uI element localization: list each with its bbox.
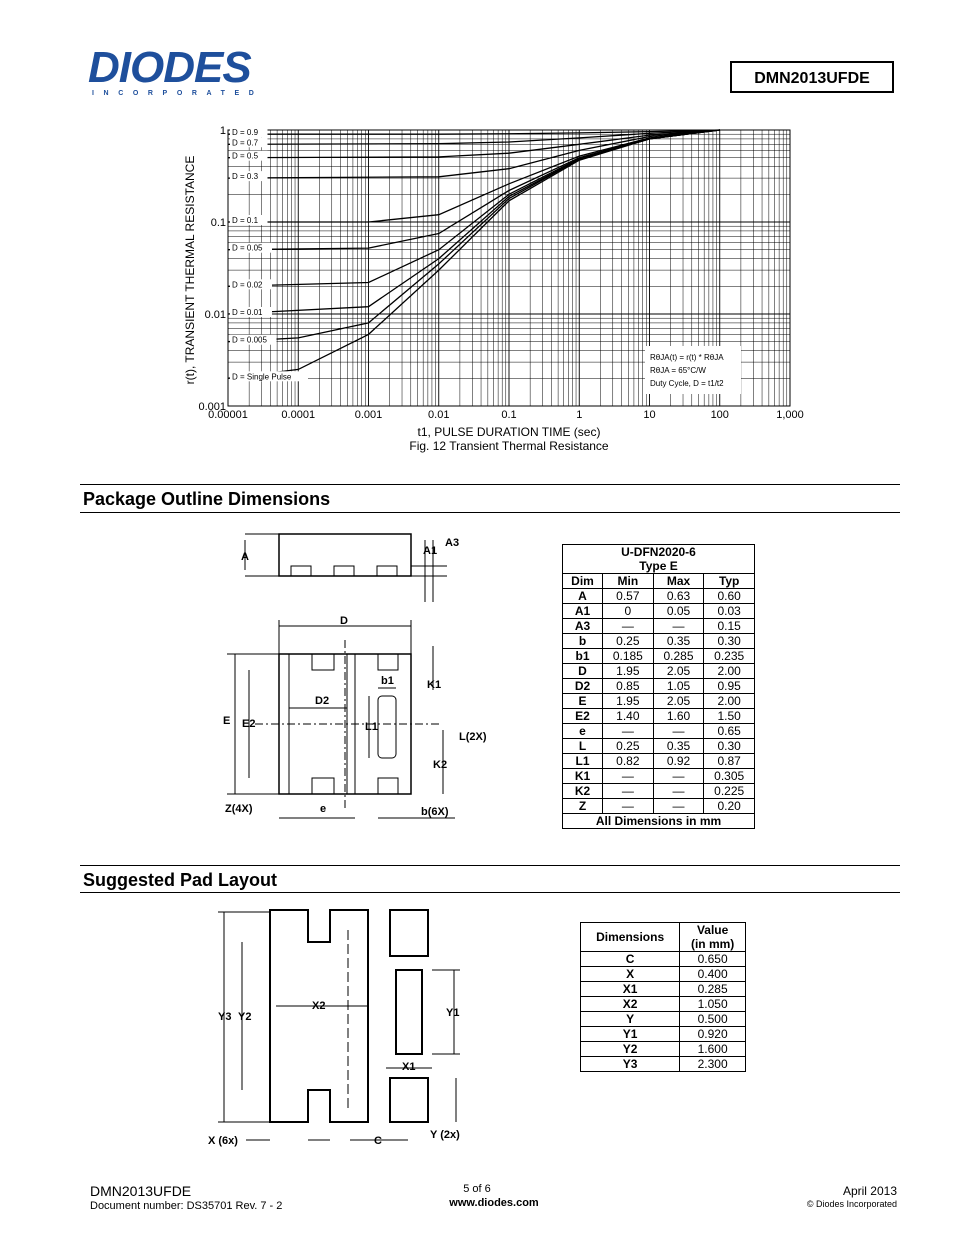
- chart-series-line: [228, 130, 720, 378]
- table-cell: —: [653, 799, 704, 814]
- table-cell: —: [653, 619, 704, 634]
- table-cell: 0: [603, 604, 654, 619]
- chart-annotation: RθJA(t) = r(t) * RθJA: [650, 353, 724, 362]
- table-cell: 1.95: [603, 664, 654, 679]
- table-cell: Y: [581, 1012, 680, 1027]
- chart-x-tick: 1: [576, 409, 583, 421]
- chart-x-tick: 0.00001: [208, 409, 248, 421]
- table-cell: 0.185: [603, 649, 654, 664]
- footer-copyright: © Diodes Incorporated: [806, 1199, 897, 1209]
- table-cell: 0.05: [653, 604, 704, 619]
- table-row: [563, 634, 755, 649]
- chart-x-tick: 0.1: [501, 409, 517, 421]
- table-cell: 1.050: [680, 997, 746, 1012]
- table-cell: 0.500: [680, 1012, 746, 1027]
- table-row: [581, 1027, 746, 1042]
- chart-caption: Fig. 12 Transient Thermal Resistance: [409, 439, 609, 453]
- side-view-lead: [291, 566, 311, 576]
- table-cell: 0.85: [603, 679, 654, 694]
- table-row: [563, 694, 755, 709]
- table-cell: —: [603, 799, 654, 814]
- table-cell: E2: [563, 709, 603, 724]
- table-cell: Y2: [581, 1042, 680, 1057]
- dim-label-A3: A3: [445, 537, 460, 549]
- table-cell: 0.15: [704, 619, 755, 634]
- table-cell: 0.25: [603, 739, 654, 754]
- pad-label-Y2: Y2: [238, 1011, 252, 1023]
- table-cell: 0.30: [704, 634, 755, 649]
- chart-annotation: RθJA = 65°C/W: [650, 366, 706, 375]
- table-row: [563, 709, 755, 724]
- dim-label-A: A: [241, 551, 249, 563]
- chart-y-tick: 0.1: [210, 217, 226, 229]
- table-cell: 1.95: [603, 694, 654, 709]
- dim-label-L1: L1: [365, 721, 378, 733]
- side-view-lead: [334, 566, 354, 576]
- table-cell: 0.63: [653, 589, 704, 604]
- chart-series-label: D = 0.01: [232, 308, 263, 317]
- table-cell: 0.60: [704, 589, 755, 604]
- table-cell: 2.300: [680, 1057, 746, 1072]
- table-cell: 2.00: [704, 694, 755, 709]
- table-cell: 0.650: [680, 952, 746, 967]
- table-cell: —: [653, 769, 704, 784]
- dim-label-Z4X: Z(4X): [225, 803, 253, 815]
- chart-series-label: D = Single Pulse: [232, 372, 292, 382]
- table-cell: —: [603, 784, 654, 799]
- table-header: Typ: [704, 574, 755, 589]
- table-cell: b1: [563, 649, 603, 664]
- package-dimension-table: [562, 544, 755, 829]
- table-row: [581, 997, 746, 1012]
- table-row: [581, 967, 746, 982]
- table-cell: 0.57: [603, 589, 654, 604]
- table-cell: Z: [563, 799, 603, 814]
- dim-label-L2X: L(2X): [459, 731, 487, 743]
- table-cell: 1.600: [680, 1042, 746, 1057]
- pad-label-Y3: Y3: [218, 1011, 232, 1023]
- table-cell: C: [581, 952, 680, 967]
- table-row: [563, 664, 755, 679]
- table-cell: 0.20: [704, 799, 755, 814]
- footer-docnum: Document number: DS35701 Rev. 7 - 2: [90, 1200, 283, 1212]
- table-cell: A1: [563, 604, 603, 619]
- pad-layout-drawing: [200, 900, 480, 1150]
- table-cell: 0.400: [680, 967, 746, 982]
- table-row: [563, 739, 755, 754]
- table-cell: 2.05: [653, 664, 704, 679]
- table-cell: 2.00: [704, 664, 755, 679]
- table-row: [563, 589, 755, 604]
- table-cell: 0.92: [653, 754, 704, 769]
- table-row: [581, 952, 746, 967]
- table-cell: 0.30: [704, 739, 755, 754]
- dim-label-b1: b1: [381, 675, 394, 687]
- pad-center: [396, 970, 422, 1054]
- chart-series-label: D = 0.3: [232, 172, 259, 182]
- table-row: [581, 982, 746, 997]
- table-row: [563, 724, 755, 739]
- chart-y-tick: 0.01: [204, 309, 226, 321]
- table-cell: 1.40: [603, 709, 654, 724]
- chart-y-tick: 1: [219, 125, 226, 137]
- pad-section-title: Suggested Pad Layout: [83, 870, 278, 890]
- table-cell: K1: [563, 769, 603, 784]
- pad-dimension-table: [580, 922, 746, 1072]
- chart-series-label: D = 0.5: [232, 151, 259, 161]
- chart-series-label: D = 0.1: [232, 216, 259, 225]
- table-row: [563, 679, 755, 694]
- chart-series-label: D = 0.05: [232, 243, 263, 253]
- table-cell: 0.225: [704, 784, 755, 799]
- pad-table-header: Value (in mm): [680, 923, 746, 952]
- chart-x-tick: 1,000: [776, 409, 804, 421]
- thermal-chart: [180, 120, 820, 460]
- chart-x-tick: 0.001: [354, 409, 383, 421]
- table-cell: —: [603, 619, 654, 634]
- package-outline-drawing: [215, 530, 495, 830]
- table-cell: 0.305: [704, 769, 755, 784]
- package-section-title: Package Outline Dimensions: [83, 489, 331, 509]
- table-row: [581, 1042, 746, 1057]
- table-cell: 0.35: [653, 634, 704, 649]
- dim-label-e: e: [320, 803, 327, 815]
- table-cell: 1.05: [653, 679, 704, 694]
- pad-label-C: C: [374, 1135, 382, 1147]
- chart-series-label: D = 0.7: [232, 138, 259, 148]
- table-cell: 2.05: [653, 694, 704, 709]
- dim-label-D: D: [340, 615, 348, 627]
- company-logo-subtitle: INCORPORATED: [92, 90, 264, 97]
- table-row: [581, 1057, 746, 1072]
- table-row: [581, 1012, 746, 1027]
- table-cell: 1.60: [653, 709, 704, 724]
- chart-xlabel: t1, PULSE DURATION TIME (sec): [417, 425, 601, 439]
- table-header: Max: [653, 574, 704, 589]
- table-row: [563, 784, 755, 799]
- chart-series-label: D = 0.02: [232, 280, 263, 290]
- section-rule: [80, 484, 900, 485]
- table-row: [563, 604, 755, 619]
- table-cell: —: [653, 784, 704, 799]
- pad-label-X6x: X (6x): [208, 1135, 238, 1147]
- chart-series-labels: [230, 127, 308, 381]
- table-cell: 0.285: [653, 649, 704, 664]
- chart-series-label: D = 0.9: [232, 128, 259, 138]
- section-rule: [80, 892, 900, 893]
- dim-label-K2: K2: [433, 759, 448, 771]
- table-cell: K2: [563, 784, 603, 799]
- chart-x-tick: 0.01: [428, 409, 450, 421]
- table-cell: 0.65: [704, 724, 755, 739]
- footer-url[interactable]: www.diodes.com: [449, 1197, 539, 1209]
- chart-series: [228, 130, 720, 378]
- table-header: Min: [603, 574, 654, 589]
- chart-annotation: Duty Cycle, D = t1/t2: [650, 379, 724, 388]
- footer-part: DMN2013UFDE: [90, 1183, 192, 1199]
- dim-label-K1: K1: [427, 679, 442, 691]
- company-logo: DIODES: [88, 43, 251, 92]
- table-header: Dim: [563, 574, 603, 589]
- table-cell: X: [581, 967, 680, 982]
- table-cell: A: [563, 589, 603, 604]
- pad-label-Y2x: Y (2x): [430, 1129, 460, 1141]
- pad-top: [390, 910, 428, 956]
- pad-bottom: [390, 1078, 428, 1122]
- side-view-body: [279, 534, 411, 576]
- table-cell: Y1: [581, 1027, 680, 1042]
- table-cell: —: [603, 769, 654, 784]
- chart-x-tick: 10: [643, 409, 656, 421]
- chart-x-tick: 100: [710, 409, 729, 421]
- part-number-box: DMN2013UFDE: [730, 61, 894, 93]
- pad-label-Y1: Y1: [446, 1007, 460, 1019]
- footer-page: 5 of 6: [463, 1183, 491, 1195]
- table-cell: —: [603, 724, 654, 739]
- table-cell: 0.25: [603, 634, 654, 649]
- table-cell: D: [563, 664, 603, 679]
- center-lead: [378, 696, 396, 758]
- table-cell: 0.03: [704, 604, 755, 619]
- footer-date: April 2013: [842, 1184, 897, 1198]
- table-cell: e: [563, 724, 603, 739]
- side-view-lead: [377, 566, 397, 576]
- pad-table-header: Dimensions: [581, 923, 680, 952]
- table-cell: 0.35: [653, 739, 704, 754]
- table-row: [563, 619, 755, 634]
- table-cell: —: [653, 724, 704, 739]
- table-cell: X1: [581, 982, 680, 997]
- table-row: [563, 769, 755, 784]
- table-footer: All Dimensions in mm: [563, 814, 755, 829]
- table-row: [563, 754, 755, 769]
- table-title: U-DFN2020-6 Type E: [563, 545, 755, 574]
- pad-label-X2: X2: [312, 1000, 326, 1012]
- table-cell: 0.285: [680, 982, 746, 997]
- table-cell: D2: [563, 679, 603, 694]
- table-cell: 0.235: [704, 649, 755, 664]
- dim-label-E: E: [223, 715, 231, 727]
- dim-label-D2: D2: [315, 695, 330, 707]
- table-cell: L1: [563, 754, 603, 769]
- table-cell: 0.87: [704, 754, 755, 769]
- table-cell: b: [563, 634, 603, 649]
- chart-y-tick: 0.001: [198, 401, 226, 413]
- dim-label-A1: A1: [423, 545, 438, 557]
- table-row: [563, 649, 755, 664]
- table-cell: A3: [563, 619, 603, 634]
- dim-label-E2: E2: [242, 718, 256, 730]
- table-cell: X2: [581, 997, 680, 1012]
- chart-series-line: [228, 130, 720, 286]
- pad-label-X1: X1: [402, 1061, 416, 1073]
- table-row: [563, 799, 755, 814]
- table-cell: 0.920: [680, 1027, 746, 1042]
- chart-series-label: D = 0.005: [232, 335, 267, 345]
- table-cell: 0.95: [704, 679, 755, 694]
- chart-x-tick: 0.0001: [281, 409, 316, 421]
- dim-label-b6X: b(6X): [421, 806, 449, 818]
- section-rule: [80, 512, 900, 513]
- section-rule: [80, 865, 900, 866]
- table-cell: L: [563, 739, 603, 754]
- table-cell: E: [563, 694, 603, 709]
- table-cell: 0.82: [603, 754, 654, 769]
- pad-main: [270, 910, 368, 1122]
- table-cell: 1.50: [704, 709, 755, 724]
- chart-ylabel: r(t), TRANSIENT THERMAL RESISTANCE: [183, 155, 197, 385]
- chart-series-line: [228, 130, 720, 178]
- table-cell: Y3: [581, 1057, 680, 1072]
